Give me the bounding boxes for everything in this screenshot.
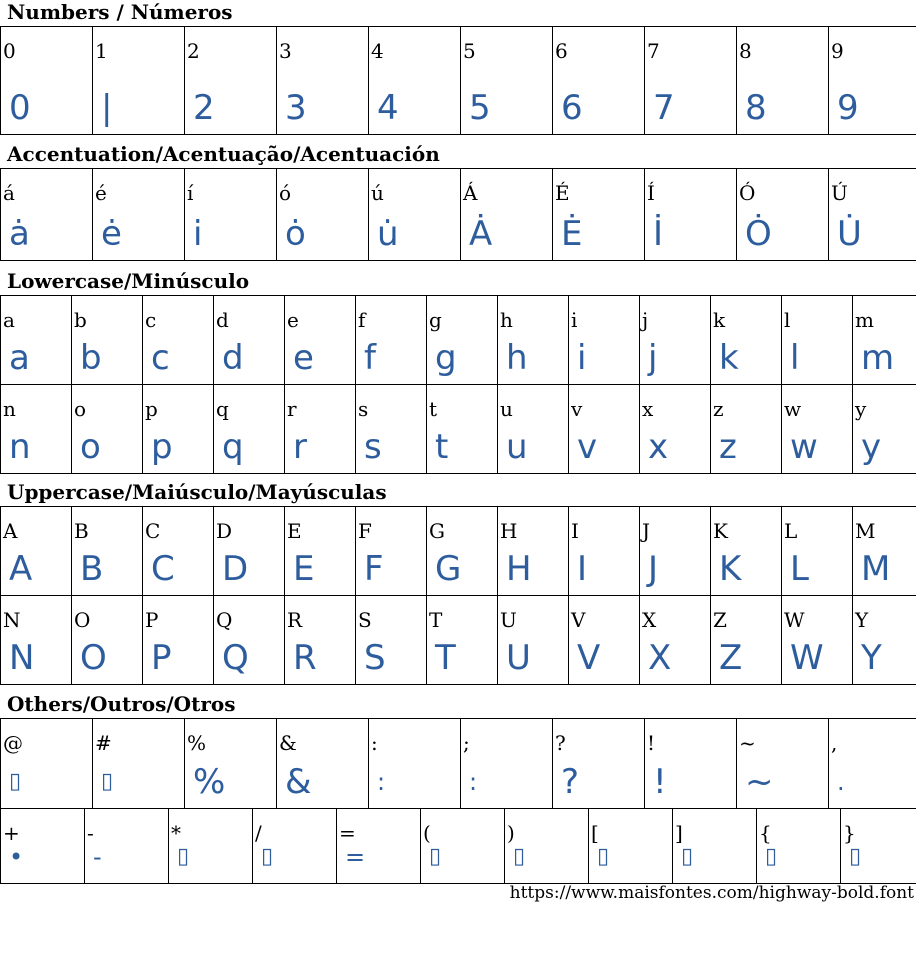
char-label: É	[555, 181, 570, 205]
glyph-sample: ȧ	[9, 214, 30, 254]
glyph-sample: I	[577, 549, 588, 589]
footer-url[interactable]: https://www.maisfontes.com/highway-bold.font	[509, 883, 914, 903]
lowercase-table	[0, 295, 916, 474]
glyph-sample: 5	[469, 88, 491, 128]
glyph-sample: B	[80, 549, 104, 589]
char-cell	[72, 507, 143, 596]
glyph-sample: !	[653, 762, 667, 802]
glyph-sample: 0	[9, 88, 31, 128]
char-label: O	[74, 608, 91, 632]
glyph-sample: ▯	[513, 844, 526, 869]
char-label: S	[358, 608, 372, 632]
char-label: N	[3, 608, 21, 632]
char-label: Ú	[831, 181, 848, 205]
others-row	[1, 809, 916, 884]
others-table-row2	[0, 808, 916, 884]
accents-row	[1, 169, 916, 261]
glyph-sample: Z	[719, 638, 743, 678]
char-cell	[645, 27, 737, 135]
char-label: 3	[279, 39, 292, 63]
char-label: r	[287, 397, 297, 421]
char-cell	[589, 809, 673, 884]
char-label: n	[3, 397, 16, 421]
glyph-sample: |	[101, 88, 113, 128]
glyph-sample: 7	[653, 88, 675, 128]
char-label: #	[95, 731, 112, 755]
char-cell	[277, 169, 369, 261]
glyph-sample: ȯ	[285, 214, 306, 254]
char-label: }	[843, 821, 856, 845]
char-cell	[285, 507, 356, 596]
char-label: U	[500, 608, 517, 632]
section-title-others: Others/Outros/Otros	[7, 692, 236, 716]
char-cell	[1, 27, 93, 135]
char-cell	[369, 719, 461, 809]
glyph-sample: v	[577, 427, 598, 467]
char-cell	[737, 27, 829, 135]
char-cell	[185, 719, 277, 809]
glyph-sample: T	[435, 638, 456, 678]
char-label: Ó	[739, 181, 756, 205]
char-label: h	[500, 308, 513, 332]
char-label: a	[3, 308, 15, 332]
char-cell	[569, 385, 640, 474]
char-label: !	[647, 731, 656, 755]
glyph-sample: Ȯ	[745, 214, 772, 254]
char-label: u	[500, 397, 513, 421]
glyph-sample: e	[293, 338, 314, 378]
char-cell	[356, 507, 427, 596]
glyph-sample: O	[80, 638, 107, 678]
char-label: L	[784, 519, 798, 543]
char-label: c	[145, 308, 157, 332]
char-cell	[277, 27, 369, 135]
char-label: á	[3, 181, 15, 205]
char-label: G	[429, 519, 445, 543]
char-label: Z	[713, 608, 727, 632]
glyph-sample: =	[345, 843, 366, 871]
glyph-sample: ė	[101, 214, 122, 254]
char-cell	[853, 596, 916, 685]
glyph-sample: İ	[653, 214, 664, 254]
glyph-sample: f	[364, 338, 376, 378]
char-label: é	[95, 181, 107, 205]
char-label: *	[171, 821, 181, 845]
char-cell	[782, 596, 853, 685]
glyph-sample: 6	[561, 88, 583, 128]
char-label: v	[571, 397, 583, 421]
glyph-sample: R	[293, 638, 317, 678]
char-label: 1	[95, 39, 108, 63]
glyph-sample: k	[719, 338, 739, 378]
char-label: %	[187, 731, 207, 755]
char-cell	[841, 809, 916, 884]
glyph-sample: U̇	[837, 214, 862, 254]
glyph-sample: ▯	[177, 844, 190, 869]
char-cell	[711, 596, 782, 685]
char-label: w	[784, 397, 802, 421]
glyph-sample: s	[364, 427, 382, 467]
char-label: i	[571, 308, 578, 332]
glyph-sample: m	[861, 338, 895, 378]
glyph-sample: i	[193, 214, 203, 254]
uppercase-row	[1, 596, 916, 685]
char-label: Á	[463, 181, 478, 205]
section-title-accents: Accentuation/Acentuação/Acentuación	[7, 142, 440, 166]
char-cell	[711, 385, 782, 474]
char-label: í	[187, 181, 194, 205]
char-label: y	[855, 397, 867, 421]
char-cell	[427, 596, 498, 685]
char-cell	[645, 169, 737, 261]
char-cell	[461, 169, 553, 261]
glyph-sample: &	[285, 762, 312, 802]
char-label: V	[571, 608, 586, 632]
char-cell	[285, 296, 356, 385]
char-cell	[337, 809, 421, 884]
lowercase-row	[1, 385, 916, 474]
char-label: 8	[739, 39, 752, 63]
glyph-sample: H	[506, 549, 532, 589]
glyph-sample: ?	[561, 762, 580, 802]
glyph-sample: a	[9, 338, 30, 378]
char-label: ;	[463, 731, 470, 755]
glyph-sample: U	[506, 638, 531, 678]
char-label: R	[287, 608, 303, 632]
char-label: F	[358, 519, 372, 543]
char-label: {	[759, 821, 772, 845]
char-label: 5	[463, 39, 476, 63]
char-cell	[427, 385, 498, 474]
char-cell	[569, 296, 640, 385]
glyph-sample: ▯	[101, 769, 114, 794]
glyph-sample: 8	[745, 88, 767, 128]
char-cell	[72, 296, 143, 385]
char-label: =	[339, 821, 356, 845]
char-label: C	[145, 519, 161, 543]
glyph-sample: ▯	[849, 844, 862, 869]
glyph-sample: ▯	[9, 769, 22, 794]
char-cell	[85, 809, 169, 884]
char-label: P	[145, 608, 159, 632]
char-cell	[640, 507, 711, 596]
char-cell	[505, 809, 589, 884]
char-cell	[461, 719, 553, 809]
char-cell	[853, 296, 916, 385]
char-cell	[356, 385, 427, 474]
glyph-sample: M	[861, 549, 891, 589]
glyph-sample: 3	[285, 88, 307, 128]
char-cell	[253, 809, 337, 884]
char-label: e	[287, 308, 299, 332]
char-label: Q	[216, 608, 233, 632]
glyph-sample: r	[293, 427, 307, 467]
char-cell	[72, 385, 143, 474]
char-cell	[169, 809, 253, 884]
char-cell	[369, 27, 461, 135]
char-cell	[461, 27, 553, 135]
char-label: d	[216, 308, 229, 332]
char-label: ú	[371, 181, 384, 205]
glyph-sample: •	[9, 843, 24, 871]
glyph-sample: 9	[837, 88, 859, 128]
uppercase-table	[0, 506, 916, 685]
glyph-sample: x	[648, 427, 669, 467]
char-label: @	[3, 731, 23, 755]
glyph-sample: A	[9, 549, 33, 589]
char-label: ]	[675, 821, 683, 845]
glyph-sample: 2	[193, 88, 215, 128]
others-table-row1	[0, 718, 916, 809]
char-label: I	[571, 519, 579, 543]
char-cell	[553, 169, 645, 261]
glyph-sample: -	[93, 843, 102, 871]
char-cell	[72, 596, 143, 685]
char-cell	[143, 596, 214, 685]
glyph-sample: u̇	[377, 214, 399, 254]
char-label: 7	[647, 39, 660, 63]
glyph-sample: w	[790, 427, 818, 467]
char-label: B	[74, 519, 89, 543]
char-cell	[356, 596, 427, 685]
char-cell	[1, 385, 72, 474]
char-cell	[1, 596, 72, 685]
glyph-sample: K	[719, 549, 742, 589]
char-cell	[640, 385, 711, 474]
glyph-sample: Q	[222, 638, 249, 678]
char-label: J	[642, 519, 651, 543]
char-cell	[143, 296, 214, 385]
glyph-sample: N	[9, 638, 35, 678]
char-cell	[285, 596, 356, 685]
char-cell	[829, 27, 916, 135]
char-cell	[143, 385, 214, 474]
char-cell	[93, 719, 185, 809]
lowercase-row	[1, 296, 916, 385]
char-label: E	[287, 519, 302, 543]
glyph-sample: l	[790, 338, 800, 378]
char-cell	[782, 385, 853, 474]
char-cell	[356, 296, 427, 385]
char-label: l	[784, 308, 791, 332]
char-label: z	[713, 397, 724, 421]
glyph-sample: 4	[377, 88, 399, 128]
section-title-uppercase: Uppercase/Maiúsculo/Mayúsculas	[7, 480, 387, 504]
glyph-sample: D	[222, 549, 249, 589]
char-cell	[427, 507, 498, 596]
glyph-sample: u	[506, 427, 528, 467]
glyph-sample: c	[151, 338, 170, 378]
char-label: )	[507, 821, 515, 845]
char-cell	[369, 169, 461, 261]
glyph-sample: q	[222, 427, 244, 467]
char-label: T	[429, 608, 443, 632]
glyph-sample: .	[837, 768, 845, 796]
char-label: f	[358, 308, 366, 332]
char-cell	[569, 507, 640, 596]
glyph-sample: G	[435, 549, 462, 589]
char-label: X	[642, 608, 657, 632]
char-cell	[737, 169, 829, 261]
char-label: q	[216, 397, 229, 421]
glyph-sample: n	[9, 427, 31, 467]
glyph-sample: Ȧ	[469, 214, 493, 254]
char-label: 9	[831, 39, 844, 63]
char-cell	[645, 719, 737, 809]
glyph-sample: E	[293, 549, 315, 589]
char-label: ,	[831, 731, 838, 755]
char-label: j	[642, 308, 649, 332]
glyph-sample: L	[790, 549, 809, 589]
glyph-sample: ▯	[597, 844, 610, 869]
glyph-sample: d	[222, 338, 244, 378]
char-label: D	[216, 519, 233, 543]
glyph-sample: X	[648, 638, 672, 678]
char-label: +	[3, 821, 20, 845]
char-label: Í	[647, 181, 655, 205]
others-row	[1, 719, 916, 809]
char-cell	[640, 296, 711, 385]
glyph-sample: ▯	[681, 844, 694, 869]
char-cell	[93, 27, 185, 135]
glyph-sample: J	[648, 549, 659, 589]
char-cell	[1, 809, 85, 884]
char-label: Y	[855, 608, 869, 632]
char-cell	[853, 385, 916, 474]
char-label: ?	[555, 731, 566, 755]
glyph-sample: p	[151, 427, 173, 467]
char-cell	[711, 507, 782, 596]
char-label: ó	[279, 181, 292, 205]
char-label: -	[87, 821, 94, 845]
char-label: H	[500, 519, 518, 543]
char-cell	[498, 296, 569, 385]
char-cell	[427, 296, 498, 385]
char-cell	[498, 596, 569, 685]
char-cell	[829, 719, 916, 809]
char-label: x	[642, 397, 654, 421]
char-cell	[673, 809, 757, 884]
char-cell	[1, 507, 72, 596]
char-label: &	[279, 731, 297, 755]
char-label: K	[713, 519, 728, 543]
numbers-row	[1, 27, 916, 135]
char-cell	[1, 169, 93, 261]
char-label: g	[429, 308, 442, 332]
char-cell	[185, 27, 277, 135]
glyph-sample: h	[506, 338, 528, 378]
char-label: s	[358, 397, 369, 421]
char-cell	[1, 719, 93, 809]
glyph-sample: :	[377, 768, 386, 796]
char-cell	[553, 27, 645, 135]
glyph-sample: y	[861, 427, 882, 467]
glyph-sample: Ė	[561, 214, 583, 254]
char-label: /	[255, 821, 262, 845]
char-label: o	[74, 397, 87, 421]
char-cell	[757, 809, 841, 884]
section-title-numbers: Numbers / Números	[7, 0, 233, 24]
glyph-sample: ▯	[261, 844, 274, 869]
glyph-sample: F	[364, 549, 384, 589]
accents-table	[0, 168, 916, 261]
glyph-sample: ▯	[429, 844, 442, 869]
numbers-table	[0, 26, 916, 135]
char-cell	[214, 296, 285, 385]
glyph-sample: W	[790, 638, 824, 678]
glyph-sample: b	[80, 338, 102, 378]
glyph-sample: S	[364, 638, 386, 678]
char-cell	[214, 596, 285, 685]
char-label: :	[371, 731, 378, 755]
char-cell	[185, 169, 277, 261]
glyph-sample: :	[469, 768, 478, 796]
glyph-sample: P	[151, 638, 172, 678]
glyph-sample: C	[151, 549, 175, 589]
section-title-lowercase: Lowercase/Minúsculo	[7, 269, 250, 293]
glyph-sample: Y	[861, 638, 882, 678]
char-label: M	[855, 519, 876, 543]
char-label: m	[855, 308, 874, 332]
char-label: 4	[371, 39, 384, 63]
char-label: A	[3, 519, 18, 543]
char-cell	[829, 169, 916, 261]
char-cell	[1, 296, 72, 385]
glyph-sample: ▯	[765, 844, 778, 869]
char-label: t	[429, 397, 438, 421]
char-cell	[737, 719, 829, 809]
glyph-sample: g	[435, 338, 457, 378]
glyph-sample: i	[577, 338, 587, 378]
char-label: ~	[739, 731, 756, 755]
char-cell	[143, 507, 214, 596]
glyph-sample: o	[80, 427, 101, 467]
char-label: W	[784, 608, 805, 632]
char-cell	[553, 719, 645, 809]
glyph-sample: t	[435, 427, 449, 467]
char-cell	[711, 296, 782, 385]
char-cell	[285, 385, 356, 474]
char-label: p	[145, 397, 158, 421]
char-cell	[853, 507, 916, 596]
char-label: 2	[187, 39, 200, 63]
char-cell	[498, 507, 569, 596]
char-cell	[214, 385, 285, 474]
glyph-sample: %	[193, 762, 226, 802]
char-label: 0	[3, 39, 16, 63]
glyph-sample: j	[648, 338, 658, 378]
glyph-sample: z	[719, 427, 737, 467]
char-label: k	[713, 308, 726, 332]
char-cell	[782, 296, 853, 385]
char-cell	[214, 507, 285, 596]
glyph-sample: V	[577, 638, 601, 678]
char-label: b	[74, 308, 87, 332]
char-cell	[569, 596, 640, 685]
char-cell	[277, 719, 369, 809]
glyph-sample: ~	[745, 762, 774, 802]
char-label: [	[591, 821, 599, 845]
char-cell	[498, 385, 569, 474]
char-cell	[782, 507, 853, 596]
uppercase-row	[1, 507, 916, 596]
char-cell	[93, 169, 185, 261]
char-cell	[421, 809, 505, 884]
char-label: 6	[555, 39, 568, 63]
char-label: (	[423, 821, 431, 845]
char-cell	[640, 596, 711, 685]
